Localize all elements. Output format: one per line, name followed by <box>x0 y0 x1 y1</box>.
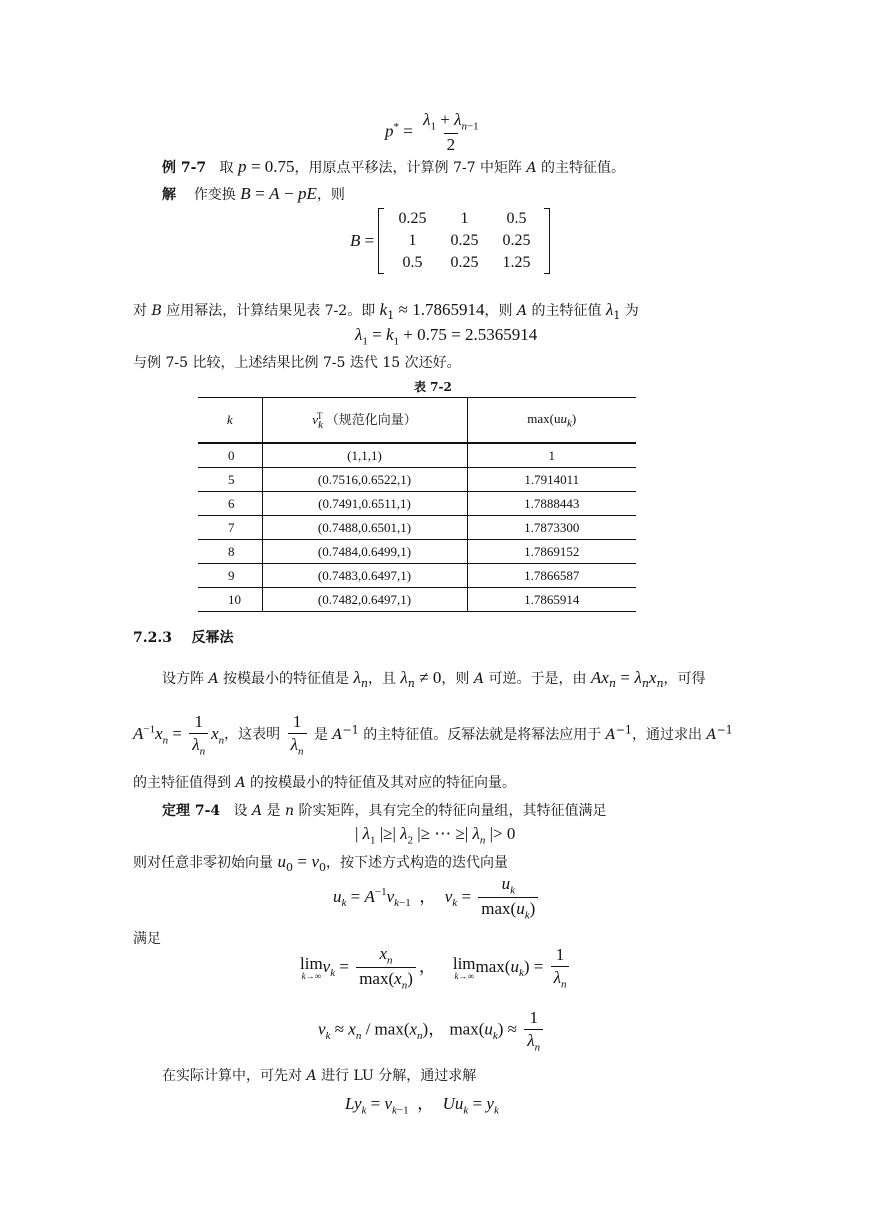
matrix-cell: 1 <box>408 232 417 249</box>
table-caption: 表 7-2 <box>414 380 452 394</box>
matrix-row <box>386 208 542 230</box>
table-row <box>198 540 636 564</box>
cell-k: 5 <box>198 468 262 492</box>
cell-vector: (0.7488,0.6501,1) <box>262 516 467 540</box>
equation-iteration: $u_k = A^{-1}v_{k-1}$ ， $v_k$ = $\frac{u_k}{\max(u_k)}$ <box>333 874 541 922</box>
matrix-cell: 0.25 <box>398 210 427 227</box>
header-vector: $v_k^T$ （规范化向量） <box>262 398 467 444</box>
theorem-line: 定理 7-4 设 A 是 n 阶实矩阵，具有完全的特征向量组，其特征值满足 <box>162 803 607 819</box>
theorem-label: 定理 7-4 <box>162 803 221 819</box>
equation-lu: $Ly_k = v_{k-1}$ ， $Uu_k = y_k$ <box>345 1094 499 1117</box>
paragraph-inverse-end: 的主特征值得到 A 的按模最小的特征值及其对应的特征向量。 <box>133 775 517 791</box>
cell-k: 8 <box>198 540 262 564</box>
cell-max: 1.7866587 <box>467 564 636 588</box>
cell-k: 9 <box>198 564 262 588</box>
table-row <box>198 468 636 492</box>
results-table <box>198 397 636 612</box>
cell-max: 1.7888443 <box>467 492 636 516</box>
table-row <box>198 492 636 516</box>
table-row <box>198 564 636 588</box>
equation-limits: lim k→∞ $v_k$ = $\frac{x_n}{\max(x_n)}$ ， lim k→∞ $\max(u_k)$ = $\frac{1}{\lambda_n}$ <box>300 944 572 992</box>
solution-line <box>162 184 345 204</box>
paragraph-inverse-eq: $A^{-1}x_n$ = $\frac{1}{\lambda_n}$ $x_n$，这表明 $\frac{1}{\lambda_n}$ 是 $A^{-1}$ 的主特征值。反幂法就是将幂法应用于 $A^{-1}$，通过求出 $A^{-1}$ <box>133 712 733 758</box>
matrix-row <box>386 252 542 274</box>
example-text: 取 p = 0.75，用原点平移法，计算例 7-7 中矩阵 A 的主特征值。 <box>219 157 626 176</box>
cell-vector: (0.7516,0.6522,1) <box>262 468 467 492</box>
solution-label: 解 <box>162 187 176 203</box>
table-row <box>198 588 636 612</box>
cell-k: 6 <box>198 492 262 516</box>
matrix-cell: 0.5 <box>506 210 527 227</box>
paragraph-satisfy: 满足 <box>133 931 161 947</box>
paragraph-power-method: 对 B 应用幂法，计算结果见表 7-2。即 $k_1 \approx 1.7865914$，则 A 的主特征值 $\lambda_1$ 为 <box>133 300 639 322</box>
equation-approx: $v_k \approx x_n / \max(x_n)$， $\max(u_k)$ ≈ $\frac{1}{\lambda_n}$ <box>318 1008 546 1053</box>
table-header-row <box>198 398 636 444</box>
header-max: $\max(uu_k)$ <box>467 398 636 444</box>
cell-vector: (1,1,1) <box>262 443 467 468</box>
paragraph-inverse-intro: 设方阵 A 按模最小的特征值是 $\lambda_n$，且 $\lambda_n \ne 0$，则 A 可逆。于是，由 $Ax_n = \lambda_nx_n$，可得 <box>162 668 706 690</box>
solution-text: 作变换 B = A − pE，则 <box>193 184 345 203</box>
cell-max: 1.7869152 <box>467 540 636 564</box>
matrix-cell: 0.25 <box>502 232 531 249</box>
cell-vector: (0.7491,0.6511,1) <box>262 492 467 516</box>
cell-max: 1 <box>467 443 636 468</box>
cell-max: 1.7914011 <box>467 468 636 492</box>
cell-max: 1.7873300 <box>467 516 636 540</box>
cell-vector: (0.7483,0.6497,1) <box>262 564 467 588</box>
matrix-b <box>378 208 550 274</box>
cell-max: 1.7865914 <box>467 588 636 612</box>
paragraph-iteration: 则对任意非零初始向量 $u_0 = v_0$，按下述方式构造的迭代向量 <box>133 852 508 874</box>
section-title: 反幂法 <box>191 630 234 646</box>
paragraph-comparison: 与例 7-5 比较，上述结果比例 7-5 迭代 15 次还好。 <box>133 355 461 371</box>
header-k: k <box>198 398 262 444</box>
cell-vector: (0.7482,0.6497,1) <box>262 588 467 612</box>
equation-eigen-order: | $\lambda_1$ |≥| $\lambda_2$ |≥ ⋯ ≥| $\lambda_n$ |> 0 <box>355 824 516 847</box>
section-heading <box>133 627 233 647</box>
section-number: 7.2.3 <box>133 630 172 646</box>
matrix-cell: 1.25 <box>502 254 531 271</box>
cell-k: 10 <box>198 588 262 612</box>
cell-k: 0 <box>198 443 262 468</box>
table-row <box>198 516 636 540</box>
formula-p-star: p* = $\frac{\lambda_1 + \lambda_{n-1}}{2}$ <box>385 110 479 155</box>
matrix-cell: 0.5 <box>402 254 423 271</box>
matrix-b-equation: B = 0.25 1 0.5 1 0.25 0.25 0.5 0.25 1.25 <box>350 208 550 274</box>
table-row <box>198 443 636 468</box>
matrix-row <box>386 230 542 252</box>
cell-k: 7 <box>198 516 262 540</box>
equation-lambda1: $\lambda_1 = k_1 + 0.75 = 2.5365914$ <box>355 325 538 348</box>
example-line <box>162 157 625 177</box>
example-label: 例 7-7 <box>162 160 207 176</box>
cell-vector: (0.7484,0.6499,1) <box>262 540 467 564</box>
matrix-cell: 1 <box>460 210 469 227</box>
paragraph-lu: 在实际计算中，可先对 A 进行 LU 分解，通过求解 <box>162 1068 477 1084</box>
matrix-cell: 0.25 <box>450 232 479 249</box>
matrix-cell: 0.25 <box>450 254 479 271</box>
